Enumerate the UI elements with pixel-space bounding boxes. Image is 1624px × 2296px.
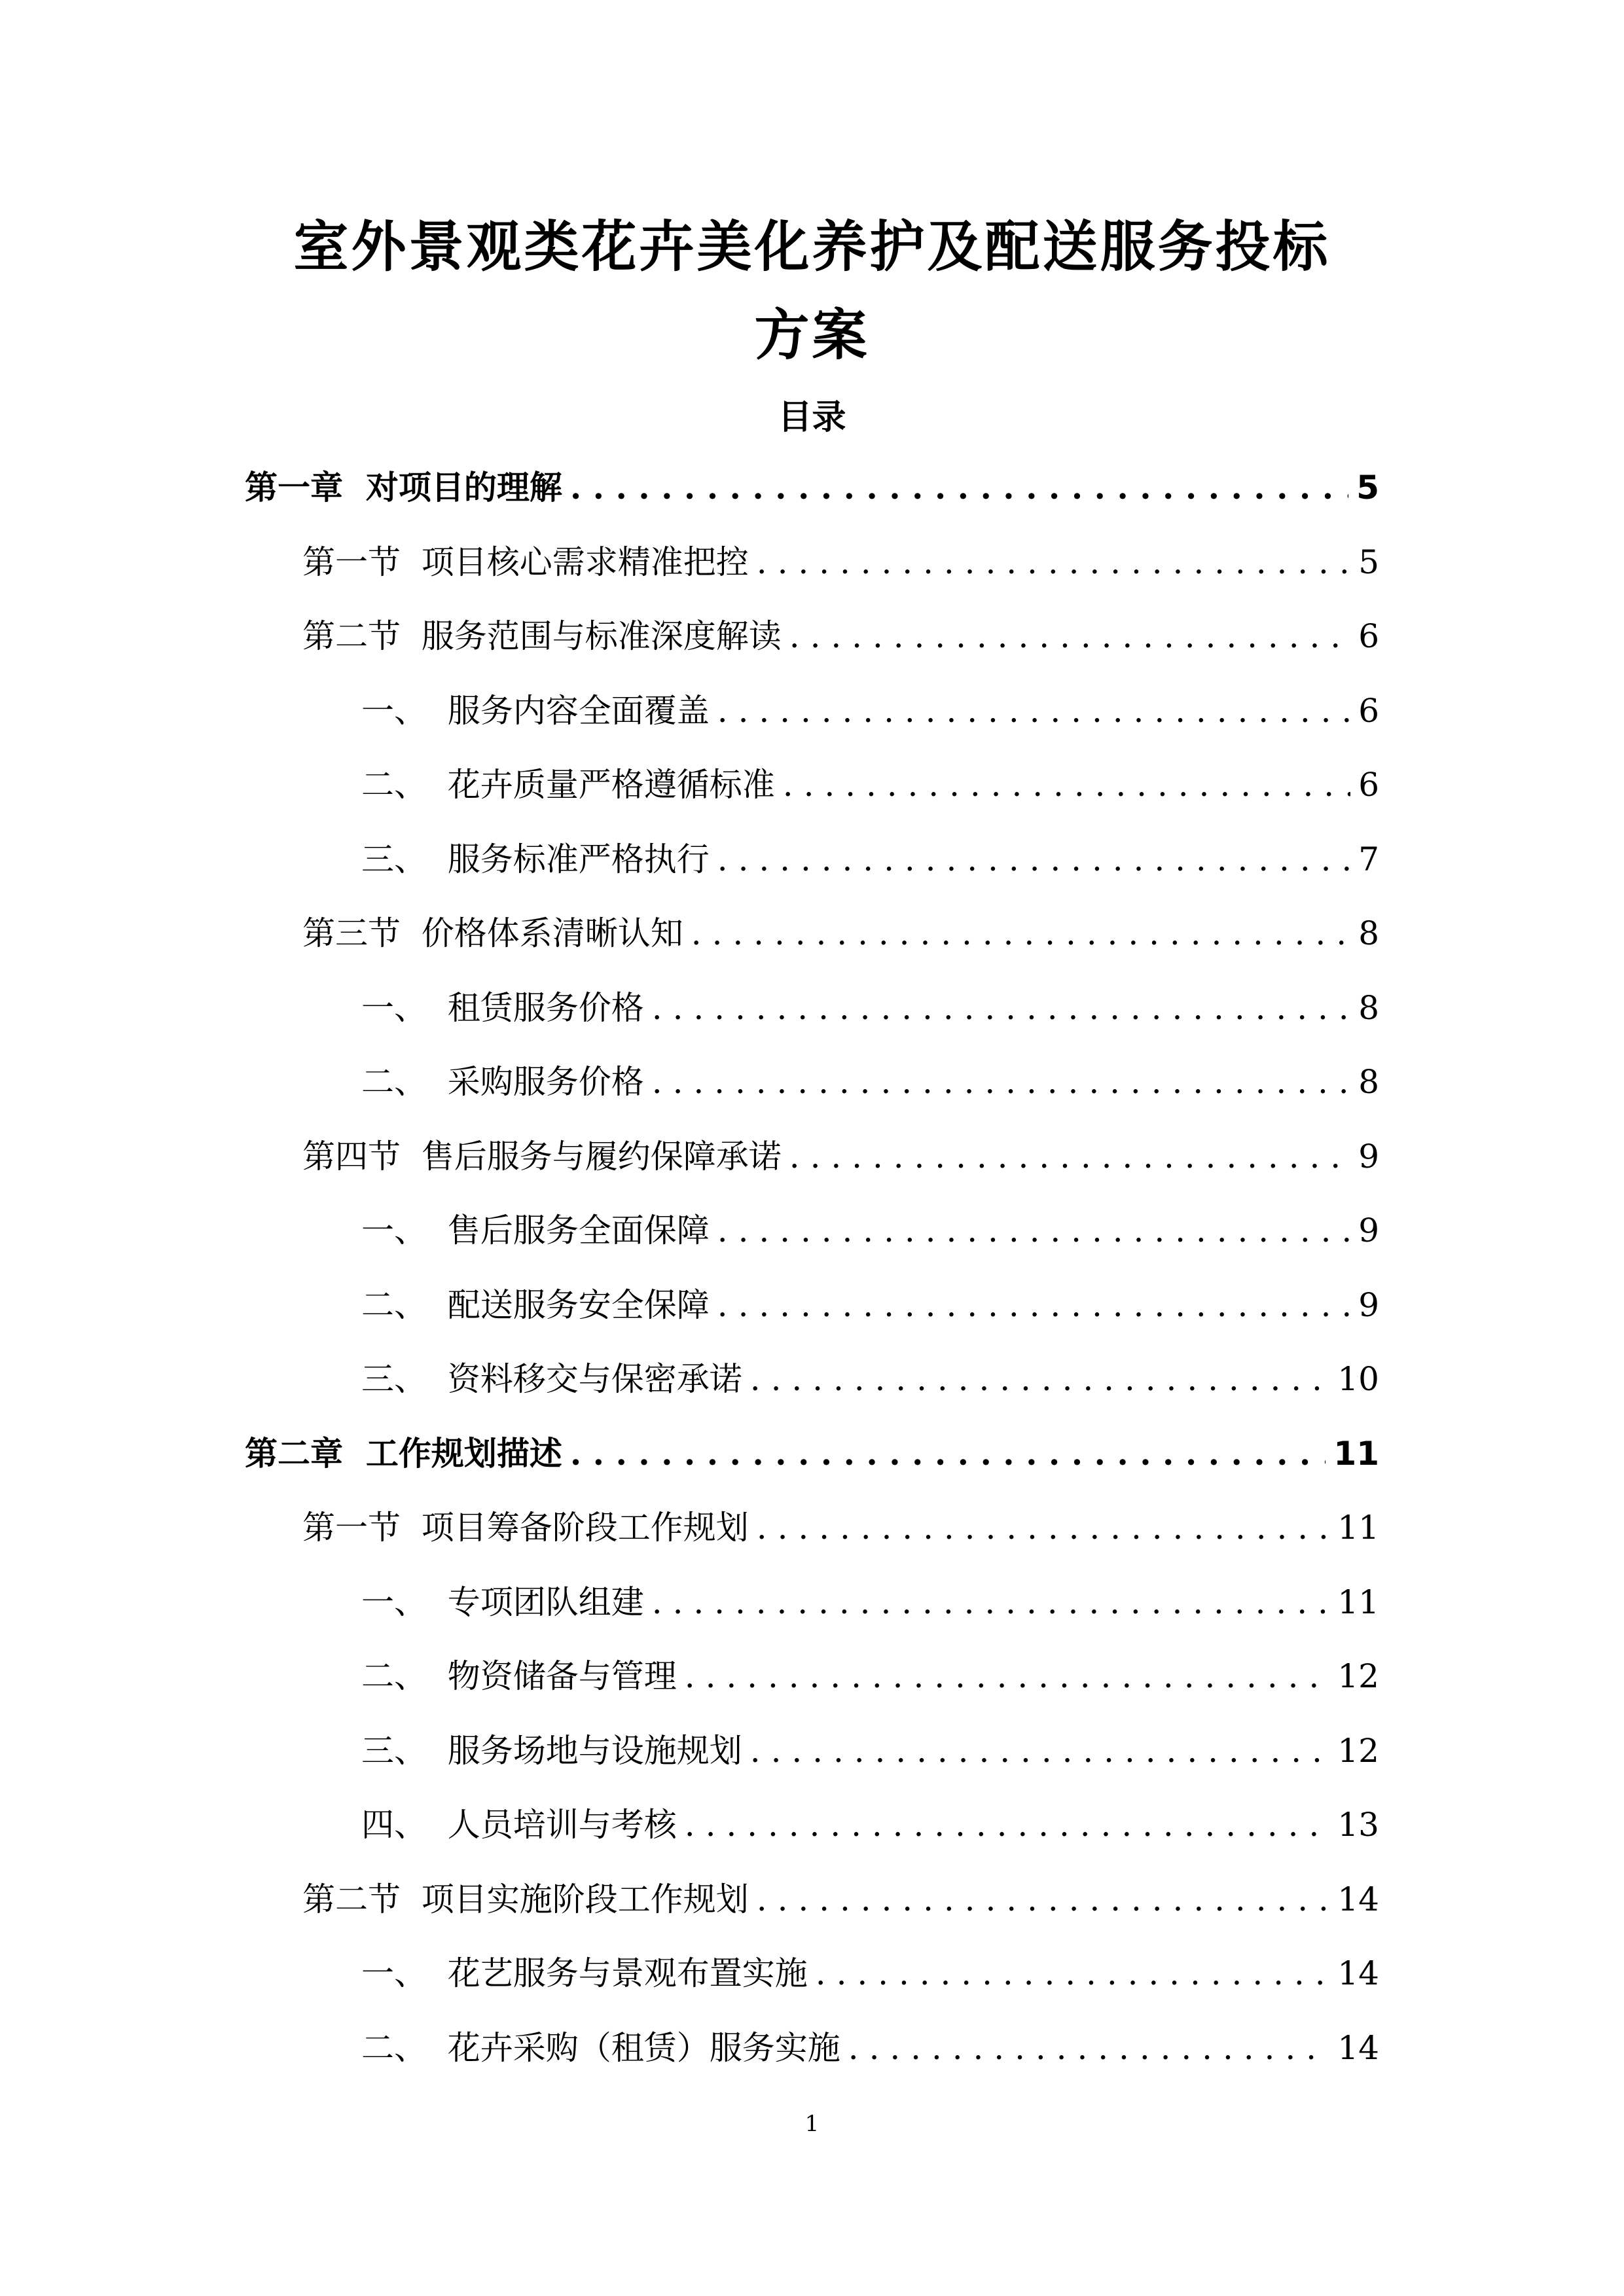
- toc-entry[interactable]: [302, 1863, 1379, 1916]
- toc-dot-leader: [717, 1214, 1350, 1247]
- toc-entry[interactable]: [302, 1121, 1379, 1173]
- toc-entry-title: 一、 专项团队组建: [361, 1583, 644, 1621]
- toc-entry-title: 三、 服务标准严格执行: [361, 840, 710, 878]
- toc-dot-leader: [717, 843, 1350, 876]
- toc-entry[interactable]: [361, 1194, 1379, 1247]
- toc-entry[interactable]: [361, 1715, 1379, 1770]
- toc-entry[interactable]: [361, 1566, 1379, 1619]
- toc-entry-title: 一、 售后服务全面保障: [361, 1211, 710, 1249]
- toc-entry[interactable]: [302, 1492, 1379, 1547]
- toc-entry-title: 一、 花艺服务与景观布置实施: [361, 1954, 808, 1992]
- toc-entry-title: 三、 服务场地与设施规划: [361, 1731, 742, 1770]
- toc-dot-leader: [750, 1363, 1330, 1395]
- toc-entry-title: 四、 人员培训与考核: [361, 1806, 677, 1844]
- toc-dot-leader: [691, 917, 1350, 950]
- document-title-line-1: 室外景观类花卉美化养护及配送服务投标: [293, 215, 1331, 279]
- toc-entry-title: 二、 配送服务安全保障: [361, 1285, 710, 1324]
- toc-dot-leader: [789, 620, 1350, 653]
- toc-dot-leader: [757, 1883, 1330, 1916]
- toc-entry-page: 14: [1337, 1954, 1379, 1992]
- toc-entry-title: 二、 采购服务价格: [361, 1063, 644, 1101]
- toc-entry[interactable]: [361, 1269, 1379, 1324]
- toc-entry-page: 6: [1358, 766, 1379, 804]
- toc-entry-page: 6: [1358, 691, 1379, 730]
- toc-dot-leader: [652, 1066, 1350, 1098]
- toc-entry[interactable]: [302, 526, 1379, 579]
- toc-entry-title: 第二节 项目实施阶段工作规划: [302, 1880, 749, 1918]
- toc-entry-page: 14: [1337, 2028, 1379, 2067]
- toc-dot-leader: [757, 546, 1350, 579]
- toc-entry-page: 8: [1358, 988, 1379, 1027]
- toc-entry[interactable]: [302, 600, 1379, 653]
- toc-entry-page: 12: [1337, 1657, 1379, 1695]
- toc-entry-title: 第四节 售后服务与履约保障承诺: [302, 1137, 782, 1175]
- toc-entry-title: 二、 花卉质量严格遵循标准: [361, 766, 775, 804]
- toc-dot-leader: [570, 1437, 1326, 1470]
- toc-entry-page: 10: [1337, 1360, 1379, 1398]
- toc-entry-title: 三、 资料移交与保密承诺: [361, 1360, 742, 1398]
- toc-entry-page: 9: [1358, 1211, 1379, 1249]
- page-number: 1: [804, 2111, 820, 2137]
- toc-entry[interactable]: [245, 1418, 1379, 1473]
- toc-dot-leader: [757, 1511, 1330, 1544]
- toc-dot-leader: [750, 1734, 1330, 1767]
- toc-entry[interactable]: [361, 749, 1379, 804]
- toc-dot-leader: [717, 694, 1350, 727]
- toc-entry-title: 一、 服务内容全面覆盖: [361, 691, 710, 730]
- toc-entry[interactable]: [361, 1937, 1379, 1990]
- toc-entry-title: 第二节 服务范围与标准深度解读: [302, 617, 782, 655]
- toc-entry-page: 6: [1358, 617, 1379, 655]
- toc-entry[interactable]: [361, 2012, 1379, 2067]
- toc-entry-title: 第一章 对项目的理解: [245, 469, 562, 507]
- toc-dot-leader: [652, 1586, 1330, 1619]
- toc-dot-leader: [717, 1289, 1350, 1321]
- toc-dot-leader: [652, 992, 1350, 1024]
- toc-entry[interactable]: [361, 1046, 1379, 1101]
- toc-entry[interactable]: [245, 452, 1379, 507]
- toc-heading: 目录: [778, 398, 846, 437]
- toc-entry-title: 第一节 项目筹备阶段工作规划: [302, 1509, 749, 1547]
- toc-entry[interactable]: [361, 1789, 1379, 1844]
- toc-entry-page: 11: [1337, 1583, 1379, 1621]
- toc-dot-leader: [783, 768, 1350, 801]
- toc-entry-page: 9: [1358, 1285, 1379, 1324]
- toc-dot-leader: [816, 1957, 1330, 1990]
- toc-entry-title: 第二章 工作规划描述: [245, 1434, 562, 1473]
- toc-entry-title: 二、 花卉采购（租赁）服务实施: [361, 2028, 840, 2067]
- toc-entry-page: 11: [1333, 1434, 1379, 1473]
- toc-dot-leader: [685, 1808, 1330, 1841]
- toc-entry[interactable]: [361, 1640, 1379, 1693]
- toc-entry[interactable]: [361, 823, 1379, 876]
- toc-entry-page: 5: [1356, 469, 1379, 507]
- toc-dot-leader: [570, 471, 1348, 504]
- toc-entry-page: 9: [1358, 1137, 1379, 1175]
- document-title-line-2: 方案: [754, 303, 870, 367]
- toc-entry-title: 一、 租赁服务价格: [361, 988, 644, 1027]
- toc-entry-page: 5: [1358, 543, 1379, 581]
- toc-entry-page: 14: [1337, 1880, 1379, 1918]
- toc-entry-page: 8: [1358, 1063, 1379, 1101]
- toc-entry-page: 12: [1337, 1731, 1379, 1770]
- toc-dot-leader: [685, 1660, 1330, 1693]
- toc-entry-page: 13: [1337, 1806, 1379, 1844]
- toc-entry-page: 8: [1358, 914, 1379, 952]
- toc-entry-title: 二、 物资储备与管理: [361, 1657, 677, 1695]
- toc-entry-title: 第三节 价格体系清晰认知: [302, 914, 683, 952]
- toc-entry[interactable]: [302, 897, 1379, 950]
- toc-entry[interactable]: [361, 972, 1379, 1027]
- toc-entry[interactable]: [361, 675, 1379, 730]
- toc-dot-leader: [848, 2032, 1330, 2064]
- toc-entry-page: 11: [1337, 1509, 1379, 1547]
- toc-entry-title: 第一节 项目核心需求精准把控: [302, 543, 749, 581]
- toc-entry-page: 7: [1358, 840, 1379, 878]
- toc-entry[interactable]: [361, 1343, 1379, 1398]
- toc-dot-leader: [789, 1140, 1350, 1173]
